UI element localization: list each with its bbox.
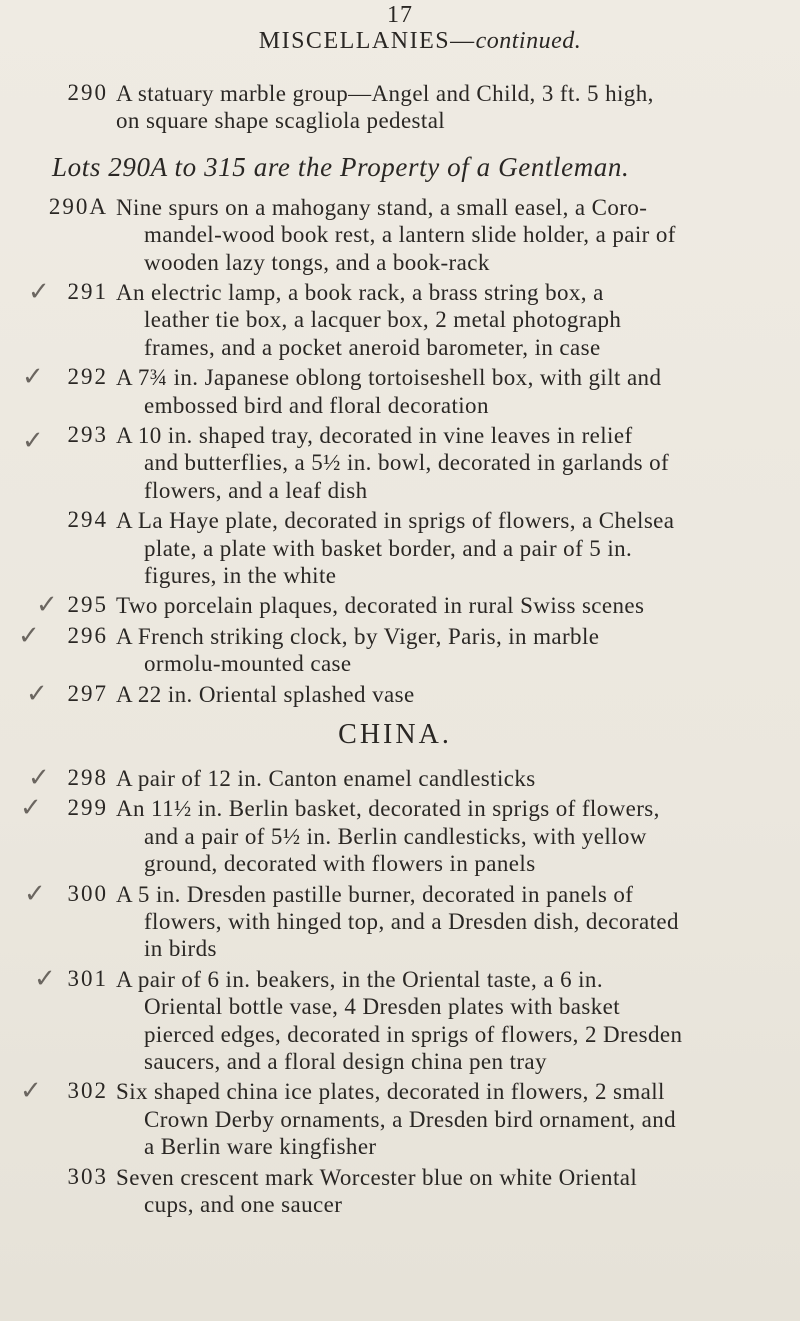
- lot-description: [116, 422, 780, 504]
- section-header: MISCELLANIES—continued.: [258, 28, 582, 54]
- lot-number: 298: [67, 765, 108, 790]
- lot-line: in birds: [144, 936, 217, 962]
- lot-line: pierced edges, decorated in sprigs of flowers, 2 Dresden: [144, 1021, 683, 1047]
- lot-line: mandel-wood book rest, a lantern slide holder, a pair of: [144, 222, 676, 248]
- lot-line: figures, in the white: [144, 562, 337, 588]
- lot-line: A pair of 12 in. Canton enamel candlesticks: [116, 766, 536, 791]
- lot-number: 302: [67, 1078, 108, 1104]
- lot-line: ormolu-mounted case: [144, 651, 352, 677]
- lot-number: 290A: [48, 193, 108, 219]
- lot-line: A pair of 6 in. beakers, in the Oriental taste, a 6 in.: [116, 966, 603, 992]
- lot-description: [116, 1164, 780, 1219]
- lot-line: wooden lazy tongs, and a book-rack: [144, 249, 490, 275]
- lot-line: A 10 in. shaped tray, decorated in vine leaves in relief: [116, 423, 633, 448]
- lot-number: 294: [67, 507, 108, 533]
- lot-line: An electric lamp, a book rack, a brass string box, a: [116, 280, 604, 305]
- lot-line: and butterflies, a 5½ in. bowl, decorated in garlands of: [144, 450, 670, 476]
- section-title: MISCELLANIES: [258, 28, 451, 54]
- property-note: Lots 290A to 315 are the Property of a Gentleman.: [52, 151, 630, 182]
- lot-number: 293: [67, 422, 108, 447]
- lot-number: 291: [67, 279, 108, 304]
- lot-number: 292: [67, 364, 108, 390]
- lot-number: 295: [67, 592, 108, 618]
- check-mark-icon: ✓: [36, 590, 58, 621]
- lot-number: 297: [67, 680, 108, 706]
- lot-line: A 22 in. Oriental splashed vase: [116, 681, 415, 707]
- check-mark-icon: ✓: [34, 963, 56, 994]
- lot-line: ground, decorated with flowers in panels: [144, 851, 536, 877]
- check-mark-icon: ✓: [28, 277, 50, 307]
- lot-line: Seven crescent mark Worcester blue on white Oriental: [116, 1164, 638, 1190]
- lot-line: a Berlin ware kingfisher: [144, 1134, 377, 1160]
- lot-line: An 11½ in. Berlin basket, decorated in sprigs of flowers,: [116, 796, 660, 822]
- lot-line: leather tie box, a lacquer box, 2 metal photograph: [144, 307, 622, 333]
- lot-line: plate, a plate with basket border, and a pair of 5 in.: [144, 535, 633, 561]
- check-mark-icon: ✓: [20, 793, 42, 824]
- lot-line: cups, and one saucer: [144, 1191, 343, 1217]
- china-heading: CHINA.: [338, 719, 452, 750]
- lot-description: [116, 80, 780, 135]
- check-mark-icon: ✓: [22, 362, 44, 393]
- lot-description: [116, 194, 780, 276]
- lot-description: [116, 279, 780, 361]
- lot-number: 301: [67, 965, 108, 991]
- lot-line: Two porcelain plaques, decorated in rural Swiss scenes: [116, 593, 645, 619]
- lot-description: [116, 681, 780, 708]
- lot-line: A statuary marble group—Angel and Child, 3 ft. 5 high,: [116, 81, 654, 106]
- lot-number: 290: [67, 80, 108, 105]
- lot-description: [116, 592, 780, 619]
- lot-line: frames, and a pocket aneroid barometer, in case: [144, 334, 601, 360]
- lot-description: [116, 966, 780, 1076]
- lot-line: flowers, and a leaf dish: [144, 477, 368, 503]
- check-mark-icon: ✓: [26, 678, 48, 709]
- lot-description: [116, 623, 780, 678]
- check-mark-icon: ✓: [24, 878, 46, 909]
- lot-line: A 7¾ in. Japanese oblong tortoiseshell box, with gilt and: [116, 365, 662, 391]
- lot-line: flowers, with hinged top, and a Dresden dish, decorated: [144, 908, 679, 934]
- page-number: 17: [387, 2, 413, 28]
- lot-number: 300: [67, 880, 108, 906]
- lot-line: A French striking clock, by Viger, Paris, in marble: [116, 623, 600, 649]
- lot-line: A 5 in. Dresden pastille burner, decorated in panels of: [116, 881, 634, 907]
- lot-line: Six shaped china ice plates, decorated in flowers, 2 small: [116, 1079, 665, 1105]
- check-mark-icon: ✓: [22, 426, 44, 456]
- lot-description: [116, 1078, 780, 1160]
- lot-description: [116, 795, 780, 877]
- lot-line: and a pair of 5½ in. Berlin candlesticks, with yellow: [144, 823, 647, 849]
- lot-line: Crown Derby ornaments, a Dresden bird ornament, and: [144, 1106, 677, 1132]
- check-mark-icon: ✓: [20, 1076, 42, 1107]
- lot-line: Oriental bottle vase, 4 Dresden plates with basket: [144, 994, 621, 1020]
- lot-number: 296: [67, 622, 108, 648]
- lot-number: 299: [67, 795, 108, 821]
- lot-number: 303: [67, 1163, 108, 1189]
- lot-description: [116, 765, 780, 792]
- lot-line: Nine spurs on a mahogany stand, a small easel, a Coro-: [116, 194, 648, 220]
- lot-line: embossed bird and floral decoration: [144, 392, 489, 418]
- check-mark-icon: ✓: [18, 620, 40, 651]
- section-continued: continued.: [475, 28, 582, 54]
- lot-description: [116, 507, 780, 589]
- check-mark-icon: ✓: [28, 763, 50, 793]
- lot-line: A La Haye plate, decorated in sprigs of flowers, a Chelsea: [116, 508, 675, 534]
- lot-line: saucers, and a floral design china pen tray: [144, 1048, 547, 1074]
- lot-description: [116, 364, 780, 419]
- lot-line: on square shape scagliola pedestal: [116, 108, 446, 134]
- lot-description: [116, 881, 780, 963]
